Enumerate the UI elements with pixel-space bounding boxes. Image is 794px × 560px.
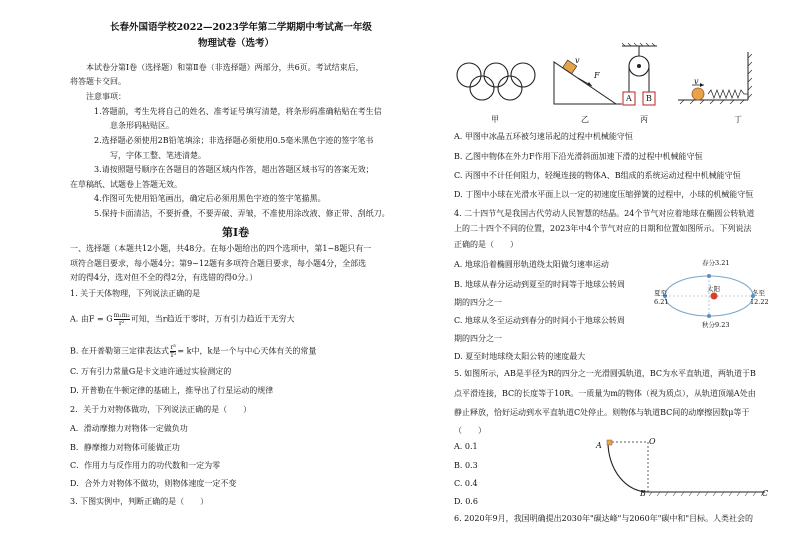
note-1b: 息条形码粘贴区。	[110, 121, 174, 130]
q3-option-a: A. 甲图中冰晶五环被匀速吊起的过程中机械能守恒	[454, 132, 633, 141]
q5-option-d: D. 0.6	[454, 497, 478, 506]
q3-stem: 3. 下图实例中，判断正确的是（ ）	[70, 497, 209, 506]
arc-label-c: C	[762, 489, 769, 498]
q5-option-c: C. 0.4	[454, 479, 478, 488]
block-a-label: A	[626, 94, 632, 103]
section-title: 第Ⅰ卷	[222, 226, 250, 239]
intro-line-1: 本试卷分第Ⅰ卷（选择题）和第Ⅱ卷（非选择题）两部分，共6页。考试结束后，	[86, 63, 364, 72]
q4-option-d: D. 夏至时地球绕太阳公转的速度最大	[454, 352, 586, 361]
block-b-label: B	[646, 94, 652, 103]
arc-label-o: O	[649, 437, 656, 446]
q1-option-b: B. 在开普勒第三定律表达式 $\frac{\text{r³}}{\text{T²}}$ = k中，k是一个与中心天体有关的常量	[70, 344, 317, 359]
q3-option-c: C. 丙图中不计任何阻力，轻绳连接的物体A、B组成的系统运动过程中机械能守恒	[454, 171, 741, 180]
q5-line-3: 静止释放，恰好运动到水平直轨道C处停止。则物体与轨道BC间的动摩擦因数μ等于	[454, 408, 750, 417]
figure-label-jia: 甲	[491, 115, 499, 124]
q4-option-a: A. 地球沿着椭圆形轨道绕太阳做匀速率运动	[454, 260, 609, 269]
q2-stem: 2．关于力对物体做功，下列说法正确的是（ ）	[70, 405, 252, 414]
figure-orbit	[654, 268, 764, 324]
figure-arc-track	[600, 440, 770, 500]
q4-line-1: 4. 二十四节气是我国古代劳动人民智慧的结晶。24个节气对应着地球在椭圆公转轨道	[454, 209, 755, 218]
orbit-autumn: 秋分9.23	[702, 321, 730, 329]
q2-option-c: C．作用力与反作用力的功代数和一定为零	[70, 461, 221, 470]
figure-spring	[678, 52, 758, 104]
intro-line-2: 将答题卡交回。	[70, 77, 126, 86]
incline-v-label: v	[575, 56, 580, 65]
section-instr-3: 对的得4分，选对但不全的得2分，有选错的得0分。）	[70, 273, 258, 282]
notes-title: 注意事项：	[86, 92, 126, 101]
q1-option-c: C. 万有引力常量G是卡文迪许通过实验测定的	[70, 367, 232, 376]
orbit-spring: 春分3.21	[702, 259, 730, 267]
q4-option-c1: C. 地球从冬至运动到春分的时间小于地球公转周	[454, 316, 625, 325]
note-2b: 写，字体工整、笔迹清楚。	[110, 151, 206, 160]
q1-option-a: A. 由F = G $\frac{\text{m₁m₂}}{\text{r²}}$ 可知，当r趋近于零时，万有引力趋近于无穷大	[70, 312, 295, 327]
q2-option-a: A．滑动摩擦力对物体一定做负功	[70, 424, 188, 433]
orbit-summer: 夏至	[654, 289, 667, 297]
arc-label-a: A	[596, 441, 602, 450]
orbit-winter-date: 12.22	[750, 298, 769, 306]
q3-option-d: D. 丁图中小球在光滑水平面上以一定的初速度压缩弹簧的过程中，小球的机械能守恒	[454, 190, 754, 199]
q1-stem: 1. 关于天体物理，下列说法正确的是	[70, 289, 201, 298]
q5-option-a: A. 0.1	[454, 442, 478, 451]
q2-option-d: D．合外力对物体不做功，则物体速度一定不变	[70, 479, 237, 488]
orbit-sun: 太阳	[707, 285, 720, 293]
figure-olympic-rings	[454, 60, 554, 100]
force-label: F	[594, 71, 600, 80]
figure-pulley	[617, 44, 667, 110]
spring-v-label: v	[694, 77, 699, 86]
figure-incline	[554, 56, 624, 106]
figure-label-bing: 丙	[640, 115, 648, 124]
note-4: 4.作图可先使用铅笔画出，确定后必须用黑色字迹的签字笔描黑。	[94, 194, 326, 203]
q4-line-3: 正确的是（ ）	[454, 240, 518, 249]
arc-label-b: B	[640, 489, 646, 498]
note-5: 5.保持卡面清洁，不要折叠，不要弄破、弄皱，不准使用涂改液、修正带、刮纸刀。	[94, 209, 390, 218]
orbit-summer-date: 6.21	[654, 298, 669, 306]
figure-label-ding: 丁	[734, 115, 742, 124]
q5-line-4: （ ）	[454, 426, 486, 435]
q1-option-d: D. 开普勒在牛顿定律的基础上，推导出了行星运动的规律	[70, 386, 274, 395]
q4-line-2: 上的二十四个不同的位置，2023年中4个节气对应的日期和位置如图所示。下列说法	[454, 224, 752, 233]
note-2a: 2.选择题必须使用2B铅笔填涂；非选择题必须使用0.5毫米黑色字迹的签字笔书	[94, 136, 374, 145]
note-3b: 在草稿纸、试题卷上答题无效。	[70, 180, 182, 189]
q5-option-b: B. 0.3	[454, 461, 478, 470]
note-1a: 1.答题前，考生先将自己的姓名、准考证号填写清楚，将条形码准确粘贴在考生信	[94, 107, 382, 116]
q3-option-b: B. 乙图中物体在外力F作用下沿光滑斜面加速下滑的过程中机械能守恒	[454, 152, 703, 161]
note-3a: 3.请按照题号顺序在各题目的答题区域内作答，超出答题区域书写的答案无效；	[94, 165, 374, 174]
q4-option-b2: 期的四分之一	[454, 298, 502, 307]
figure-label-yi: 乙	[581, 115, 589, 124]
section-instr-2: 项符合题目要求，每小题4分；第9~12题有多项符合题目要求，每小题4分，全部选	[70, 259, 367, 268]
q6-line-1: 6. 2020年9月，我国明确提出2030年"碳达峰"与2060年"碳中和"目标。人类社会的	[454, 514, 754, 523]
q4-option-c2: 期的四分之一	[454, 334, 502, 343]
q5-line-1: 5. 如图所示，AB是半径为R的四分之一光滑圆弧轨道，BC为水平直轨道，两轨道于B	[454, 369, 756, 378]
section-instr-1: 一、选择题（本题共12小题，共48分。在每小题给出的四个选项中，第1~8题只有一	[70, 244, 372, 253]
exam-subtitle: 物理试卷（选考）	[198, 38, 275, 49]
q4-option-b1: B. 地球从春分运动到夏至的时间等于地球公转周	[454, 280, 625, 289]
exam-title: 长春外国语学校2022—2023学年第二学期期中考试高一年级	[110, 22, 372, 33]
orbit-winter: 冬至	[752, 289, 765, 297]
q2-option-b: B．静摩擦力对物体可能做正功	[70, 443, 180, 452]
q5-line-2: 点平滑连接，BC的长度等于10R。一质量为m的物体（视为质点），从轨道顶端A处由	[454, 389, 756, 398]
